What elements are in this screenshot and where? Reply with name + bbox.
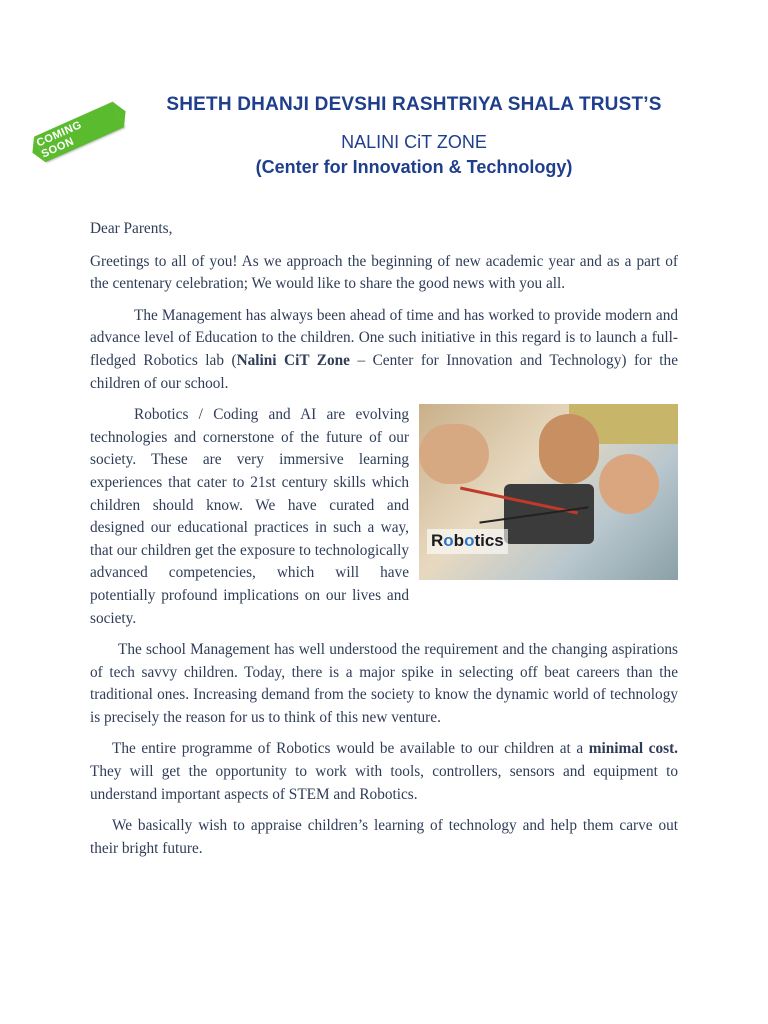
p2-bold: Nalini CiT Zone [236,351,350,369]
paragraph-1: Greetings to all of you! As we approach the beginning of new academic year and as a part of the centenary celebration; We would like to share the good news with you all. [90,252,678,293]
badge-label: COMING SOON [34,118,84,161]
robotics-label: Robotics [427,529,508,554]
zone-title: NALINI CiT ZONE [341,132,487,152]
p5-text-a: The entire programme of Robotics would be available to our children at a [112,740,589,758]
letter-body [90,218,678,869]
salutation: Dear Parents, [90,220,173,237]
p2-text-a: The Management has always been ahead of time and has worked to provide modern and advance level of Education to the children. One such initiative in this regard is to launch a full-fledged Robotics lab ( [90,306,678,369]
robot-kit-icon [504,484,594,544]
paragraph-4: The school Management has well understood the requirement and the changing aspirations of tech savvy children. Today, there is a major spike in selecting off beat careers than the traditional ones. Increasing demand from the society to know the dynamic world of technology is precisely the reason for us to think of this new venture. [90,641,678,726]
paragraph-6: We basically wish to appraise children’s learning of technology and help them carve out their bright future. [90,817,678,857]
trust-title: SHETH DHANJI DEVSHI RASHTRIYA SHALA TRUST’S [166,94,662,115]
robotics-photo [419,404,678,580]
p5-bold: minimal cost. [588,740,678,758]
p2-text-b: – Center for Innovation and Technology) for the children of our school. [90,351,678,392]
zone-subtitle: (Center for Innovation & Technology) [255,157,573,177]
paragraph-3: Robotics / Coding and AI are evolving technologies and cornerstone of the future of our society. These are very immersive learning experiences that cater to 21st century skills which children should know. We have curated and designed our educational practices in such a way, that our children get the exposure to technologically advanced competencies, which will have potentially profound implications on our lives and society. [90,406,410,627]
p5-text-b: They will get the opportunity to work with tools, controllers, sensors and equipment to understand important aspects of STEM and Robotics. [90,763,678,803]
paragraph-2 [90,305,678,395]
paragraph-5 [90,738,678,806]
